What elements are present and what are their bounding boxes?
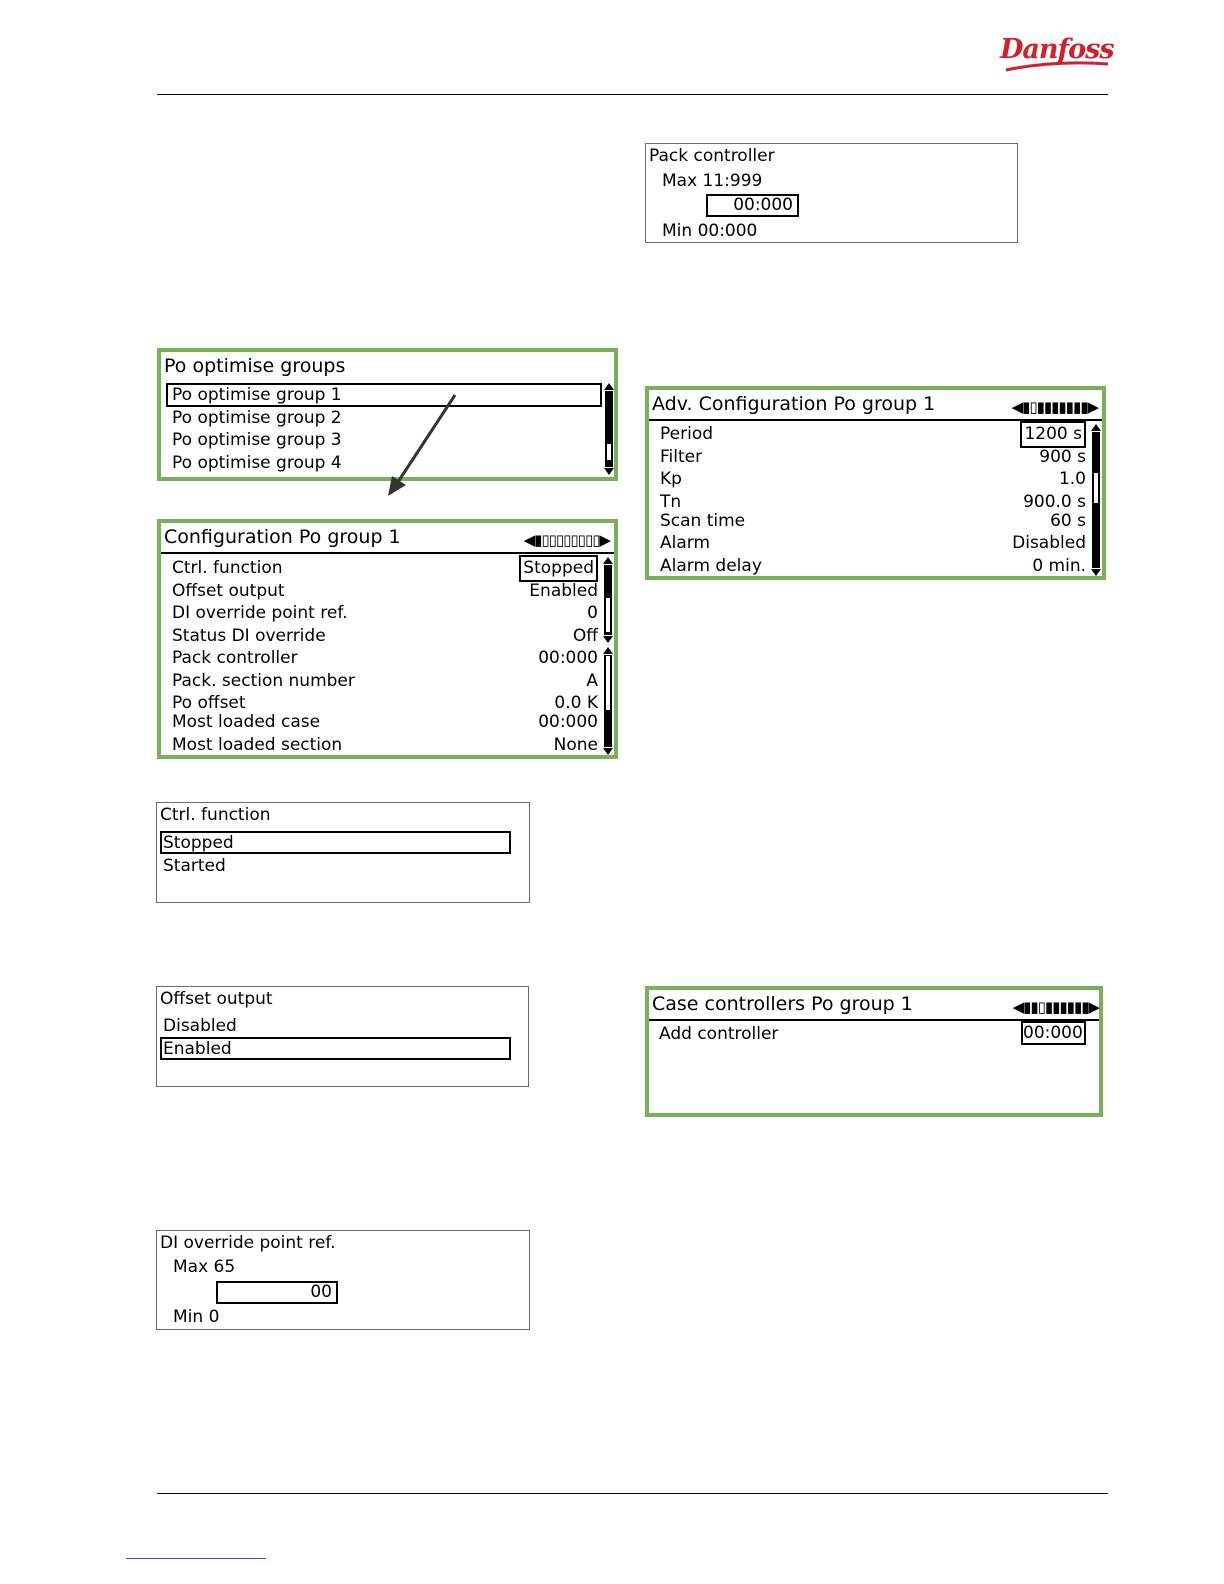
- table-row[interactable]: Scan time 60 s: [660, 511, 1086, 531]
- scroll-thumb[interactable]: [1093, 472, 1099, 504]
- adv-configuration-screen: [645, 386, 1106, 580]
- table-row[interactable]: Most loaded case 00:000: [172, 712, 598, 732]
- footer-divider: [157, 1493, 1108, 1494]
- max-label: Max 65: [173, 1257, 236, 1277]
- table-row[interactable]: Alarm Disabled: [660, 533, 1086, 553]
- scroll-up-icon[interactable]: [603, 557, 613, 564]
- table-row[interactable]: Pack controller 00:000: [172, 648, 598, 668]
- header-divider: [157, 94, 1108, 95]
- ctrl-function-screen: [156, 802, 530, 903]
- di-override-input[interactable]: 00: [216, 1281, 338, 1304]
- danfoss-logo: [1000, 30, 1112, 78]
- screen-title: Configuration Po group 1: [164, 526, 401, 548]
- table-row[interactable]: Pack. section number A: [172, 671, 598, 691]
- option-started[interactable]: Started: [163, 856, 226, 876]
- configuration-screen: [157, 519, 618, 759]
- scrollbar[interactable]: [605, 383, 613, 475]
- scroll-down-icon[interactable]: [603, 748, 613, 755]
- table-row[interactable]: Offset output Enabled: [172, 581, 598, 601]
- page-indicator[interactable]: ◀▮▯▮▮▮▮▮▮▮▶: [1011, 398, 1098, 416]
- brand-name: Danfoss: [1000, 34, 1114, 65]
- scrollbar[interactable]: [604, 647, 612, 755]
- table-row[interactable]: Ctrl. function Stopped: [172, 557, 598, 580]
- scroll-up-icon[interactable]: [604, 383, 614, 390]
- scroll-up-icon[interactable]: [603, 647, 613, 654]
- scrollbar[interactable]: [604, 557, 612, 643]
- pack-controller-input[interactable]: 00:000: [706, 194, 799, 217]
- table-row[interactable]: Po offset 0.0 K: [172, 693, 598, 713]
- navigation-arrow-icon: [380, 390, 470, 500]
- list-item[interactable]: Po optimise group 1: [172, 385, 342, 405]
- option-stopped[interactable]: Stopped: [163, 833, 234, 853]
- ctrl-function-value[interactable]: Stopped: [519, 555, 598, 582]
- max-label: Max 11:999: [662, 171, 763, 191]
- scroll-up-icon[interactable]: [1091, 424, 1101, 431]
- scroll-thumb[interactable]: [605, 655, 611, 711]
- list-item[interactable]: Po optimise group 3: [172, 430, 342, 450]
- di-override-screen: [156, 1230, 530, 1330]
- case-controllers-screen: [645, 986, 1103, 1117]
- list-item[interactable]: Po optimise group 4: [172, 453, 342, 473]
- screen-title: Ctrl. function: [160, 805, 271, 825]
- scroll-down-icon[interactable]: [603, 636, 613, 643]
- footer-link-underline: [126, 1558, 266, 1559]
- page-indicator[interactable]: ◀▮▯▯▯▯▯▯▯▯▶: [523, 531, 610, 549]
- pack-controller-screen: [645, 143, 1018, 243]
- list-item[interactable]: Po optimise group 2: [172, 408, 342, 428]
- table-row[interactable]: Most loaded section None: [172, 735, 598, 755]
- table-row[interactable]: DI override point ref. 0: [172, 603, 598, 623]
- screen-title: Case controllers Po group 1: [652, 993, 913, 1015]
- scroll-thumb[interactable]: [606, 443, 612, 461]
- table-row[interactable]: Filter 900 s: [660, 447, 1086, 467]
- table-row[interactable]: Status DI override Off: [172, 626, 598, 646]
- scroll-down-icon[interactable]: [1091, 569, 1101, 576]
- scroll-thumb[interactable]: [605, 597, 611, 633]
- screen-title: Pack controller: [649, 146, 775, 166]
- table-row[interactable]: Kp 1.0: [660, 469, 1086, 489]
- min-label: Min 0: [173, 1307, 220, 1327]
- screen-title: Offset output: [160, 989, 273, 1009]
- option-enabled[interactable]: Enabled: [163, 1039, 232, 1059]
- screen-title: Adv. Configuration Po group 1: [652, 393, 936, 415]
- add-controller-input[interactable]: 00:000: [1021, 1021, 1086, 1045]
- scrollbar[interactable]: [1092, 424, 1100, 576]
- min-label: Min 00:000: [662, 221, 758, 241]
- table-row[interactable]: Alarm delay 0 min.: [660, 556, 1086, 576]
- page-indicator[interactable]: ◀▮▮▯▮▮▮▮▮▮▶: [1012, 998, 1099, 1016]
- period-value[interactable]: 1200 s: [1020, 421, 1086, 448]
- table-row[interactable]: Period 1200 s: [660, 423, 1086, 446]
- option-disabled[interactable]: Disabled: [163, 1016, 237, 1036]
- add-controller-label: Add controller: [659, 1024, 779, 1044]
- screen-title: Po optimise groups: [164, 355, 346, 377]
- screen-title: DI override point ref.: [160, 1233, 336, 1253]
- table-row[interactable]: Tn 900.0 s: [660, 492, 1086, 512]
- scroll-down-icon[interactable]: [604, 468, 614, 475]
- offset-output-screen: [156, 986, 529, 1087]
